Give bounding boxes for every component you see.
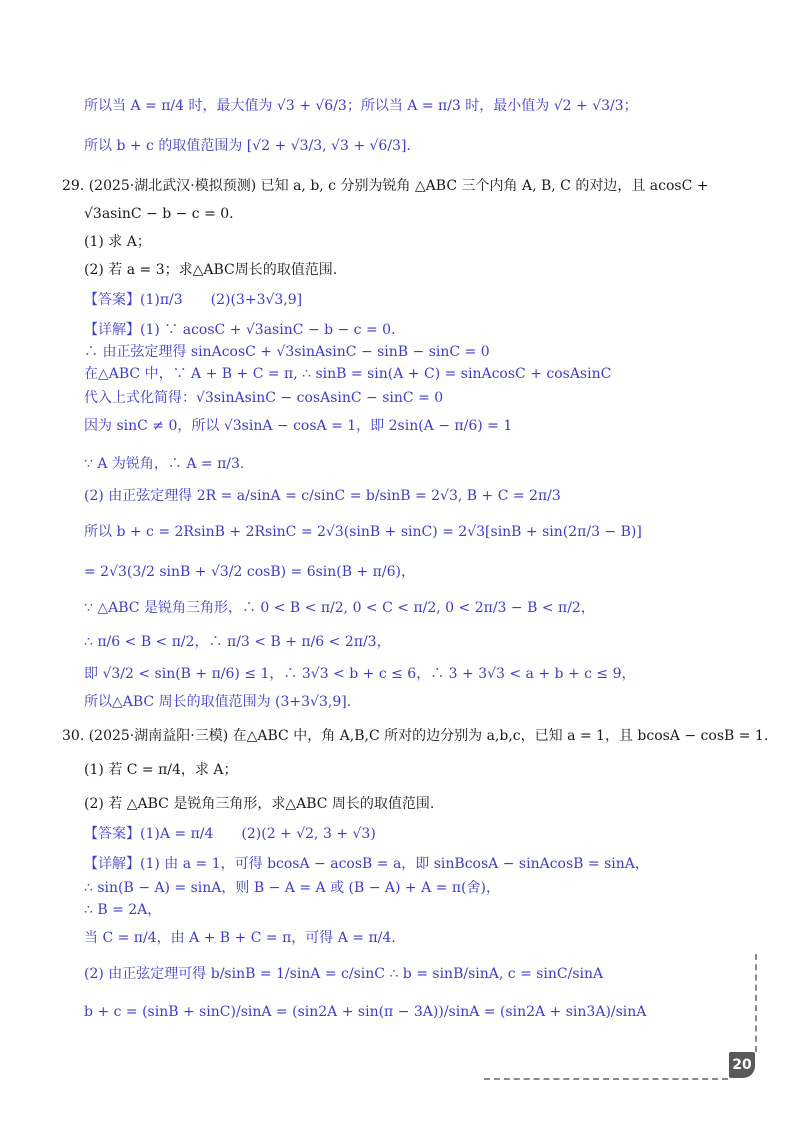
problem-29-detail-line: 因为 sinC ≠ 0，所以 √3sinA − cosA = 1，即 2sin(A − π/6) = 1	[84, 418, 513, 434]
problem-29-detail-line: = 2√3(3/2 sinB + √3/2 cosB) = 6sin(B + π/6)，	[84, 564, 415, 580]
problem-29-detail-line: 所以△ABC 周长的取值范围为 (3+3√3,9].	[84, 694, 352, 710]
problem-29-detail-line: 在△ABC 中，∵ A + B + C = π, ∴ sinB = sin(A + C) = sinAcosC + cosAsinC	[84, 366, 612, 382]
problem-29-question-1: (1) 求 A；	[84, 234, 151, 250]
problem-29-detail-line: (2) 由正弦定理得 2R = a/sinA = c/sinC = b/sinB = 2√3, B + C = 2π/3	[84, 488, 561, 504]
prev-solution-line-2: 所以 b + c 的取值范围为 [√2 + √3/3, √3 + √6/3].	[84, 138, 411, 154]
problem-30-question-2: (2) 若 △ABC 是锐角三角形，求△ABC 周长的取值范围.	[84, 796, 435, 812]
problem-29-answer: 【答案】(1)π/3 (2)(3+3√3,9]	[84, 292, 303, 308]
problem-30-question-1: (1) 若 C = π/4，求 A；	[84, 762, 238, 778]
problem-30-detail-line: 当 C = π/4，由 A + B + C = π，可得 A = π/4.	[84, 930, 396, 946]
problem-30-detail-line: ∴ B = 2A，	[84, 902, 162, 918]
problem-29-question-2: (2) 若 a = 3；求△ABC周长的取值范围.	[84, 262, 338, 278]
problem-30-detail-line: 【详解】(1) 由 a = 1，可得 bcosA − acosB = a，即 sinBcosA − sinAcosB = sinA，	[84, 856, 649, 872]
problem-30-detail-line: b + c = (sinB + sinC)/sinA = (sin2A + sin(π − 3A))/sinA = (sin2A + sin3A)/sinA	[84, 1004, 647, 1020]
problem-29-detail-line: ∵ △ABC 是锐角三角形，∴ 0 < B < π/2, 0 < C < π/2, 0 < 2π/3 − B < π/2，	[84, 600, 595, 616]
problem-29-stem-line-2: √3asinC − b − c = 0.	[84, 206, 234, 222]
problem-29-stem-line-1: 29. (2025·湖北武汉·模拟预测) 已知 a, b, c 分别为锐角 △ABC 三个内角 A, B, C 的对边，且 acosC +	[62, 178, 709, 194]
problem-30-detail-line: (2) 由正弦定理可得 b/sinB = 1/sinA = c/sinC ∴ b = sinB/sinA, c = sinC/sinA	[84, 966, 604, 982]
problem-29-detail-line: ∴ 由正弦定理得 sinAcosC + √3sinAsinC − sinB − sinC = 0	[84, 344, 490, 360]
problem-29-detail-line: 代入上式化简得：√3sinAsinC − cosAsinC − sinC = 0	[84, 390, 444, 406]
problem-30-stem: 30. (2025·湖南益阳·三模) 在△ABC 中，角 A,B,C 所对的边分别为 a,b,c，已知 a = 1，且 bcosA − cosB = 1.	[62, 728, 769, 744]
page-number: 20	[729, 1052, 755, 1078]
problem-29-detail-line: 即 √3/2 < sin(B + π/6) ≤ 1，∴ 3√3 < b + c ≤ 6，∴ 3 + 3√3 < a + b + c ≤ 9，	[84, 666, 636, 682]
dashed-border-bottom	[484, 1078, 728, 1080]
problem-29-detail-line: ∵ A 为锐角，∴ A = π/3.	[84, 456, 245, 472]
problem-29-detail-line: 所以 b + c = 2RsinB + 2RsinC = 2√3(sinB + sinC) = 2√3[sinB + sin(2π/3 − B)]	[84, 524, 642, 540]
problem-30-answer: 【答案】(1)A = π/4 (2)(2 + √2, 3 + √3)	[84, 826, 376, 842]
problem-29-detail-line: 【详解】(1) ∵ acosC + √3asinC − b − c = 0.	[84, 322, 396, 338]
dashed-border-right	[755, 954, 757, 1052]
problem-29-detail-line: ∴ π/6 < B < π/2，∴ π/3 < B + π/6 < 2π/3，	[84, 634, 391, 650]
problem-30-detail-line: ∴ sin(B − A) = sinA，则 B − A = A 或 (B − A) + A = π(舍)，	[84, 880, 500, 896]
prev-solution-line-1: 所以当 A = π/4 时，最大值为 √3 + √6/3；所以当 A = π/3 时，最小值为 √2 + √3/3；	[84, 98, 638, 114]
